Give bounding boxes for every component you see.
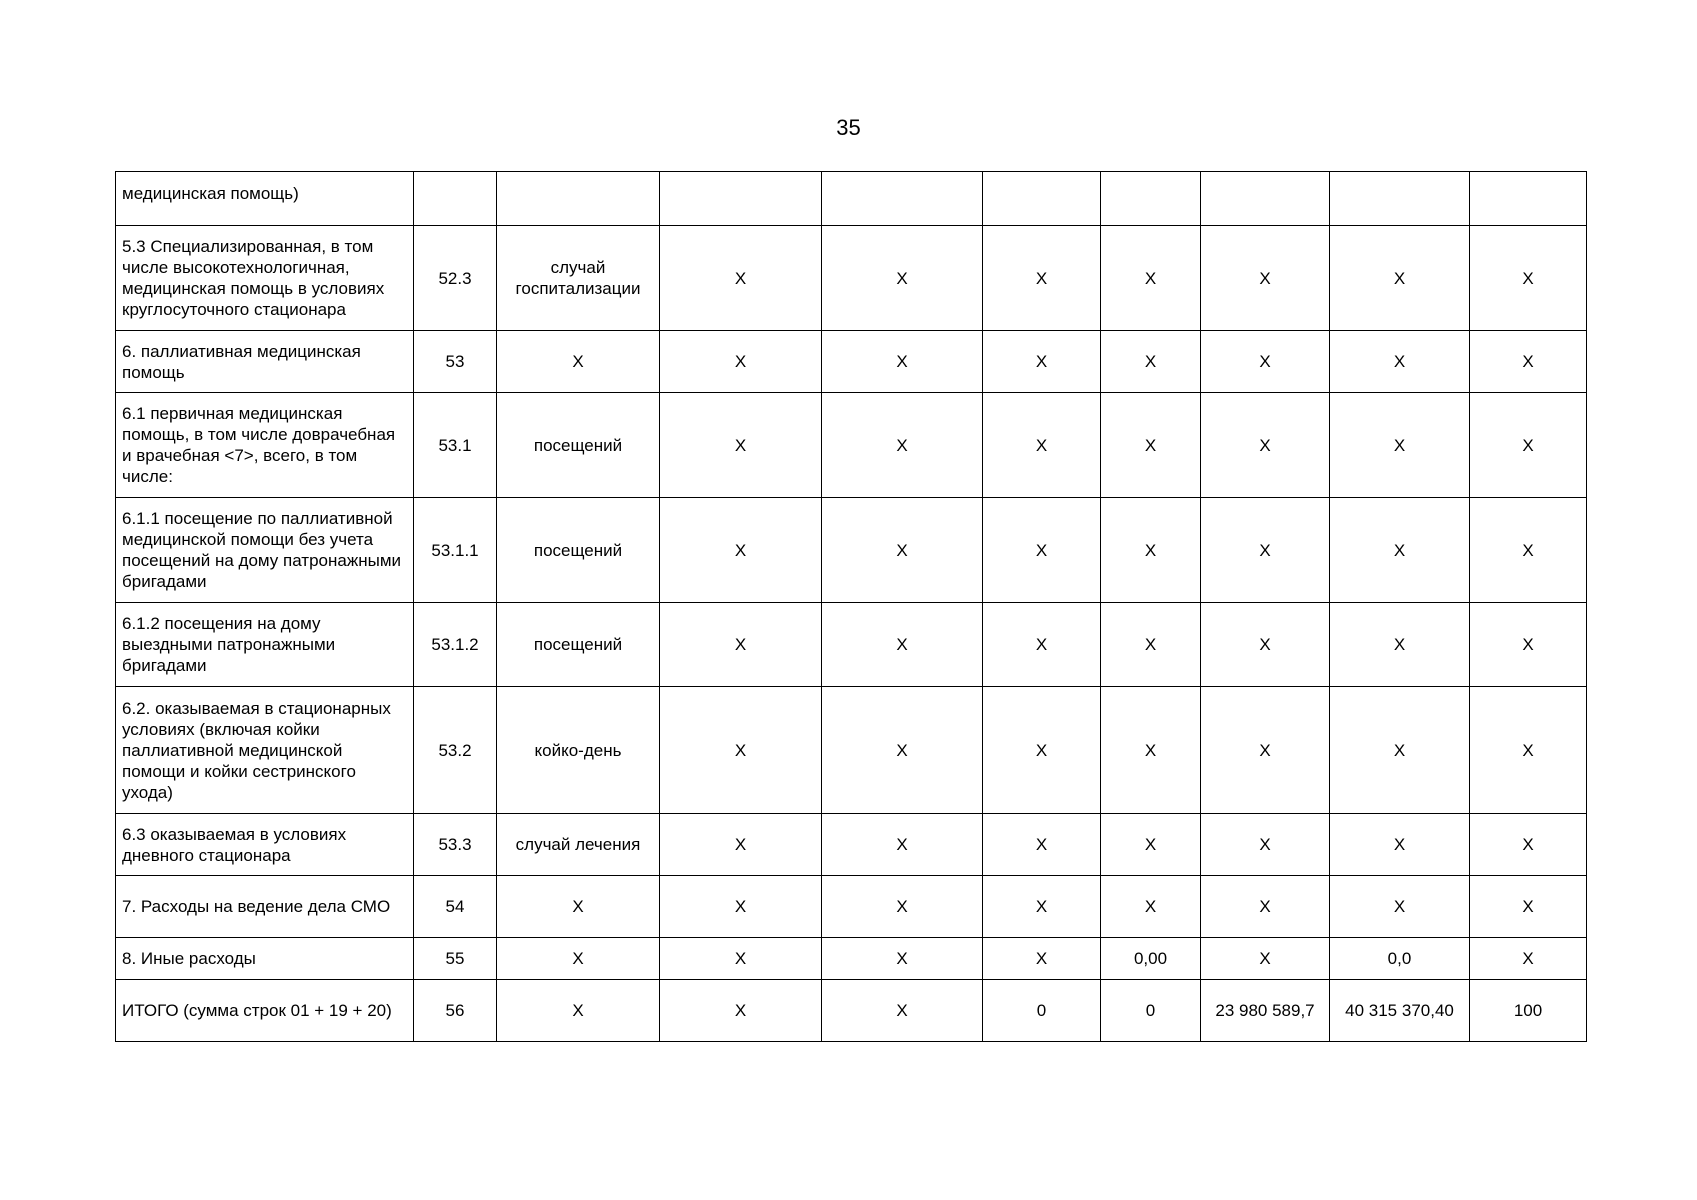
- cell-c9: 0,0: [1330, 938, 1470, 980]
- table-row: [116, 938, 1587, 980]
- cell-code: 53: [414, 331, 497, 393]
- cell-code: 53.2: [414, 687, 497, 814]
- cell-c10: X: [1470, 226, 1587, 331]
- cell-c8: X: [1201, 393, 1330, 498]
- cell-c5: X: [822, 331, 983, 393]
- cell-c9: X: [1330, 876, 1470, 938]
- table-row: [116, 980, 1587, 1042]
- cell-c5: X: [822, 498, 983, 603]
- cell-unit: [497, 172, 660, 226]
- cell-c8: X: [1201, 331, 1330, 393]
- cell-unit: X: [497, 938, 660, 980]
- cell-name: 6.3 оказываемая в условиях дневного стационара: [116, 814, 414, 876]
- cell-c6: 0: [983, 980, 1101, 1042]
- cell-c6: X: [983, 226, 1101, 331]
- cell-c5: X: [822, 814, 983, 876]
- cell-c5: X: [822, 687, 983, 814]
- cell-c4: X: [660, 980, 822, 1042]
- cell-code: 54: [414, 876, 497, 938]
- cell-name: 6.2. оказываемая в стационарных условиях (включая койки паллиативной медицинской помощи и койки сестринского ухода): [116, 687, 414, 814]
- cell-name: медицинская помощь): [116, 172, 414, 226]
- cell-c9: 40 315 370,40: [1330, 980, 1470, 1042]
- cell-name: 6. паллиативная медицинская помощь: [116, 331, 414, 393]
- cell-c4: X: [660, 938, 822, 980]
- cell-c10: X: [1470, 938, 1587, 980]
- cell-name: ИТОГО (сумма строк 01 + 19 + 20): [116, 980, 414, 1042]
- table-row: [116, 226, 1587, 331]
- cell-unit: X: [497, 980, 660, 1042]
- cell-c9: X: [1330, 814, 1470, 876]
- cell-c7: X: [1101, 687, 1201, 814]
- cell-c6: X: [983, 393, 1101, 498]
- cell-c4: [660, 172, 822, 226]
- cell-name: 7. Расходы на ведение дела СМО: [116, 876, 414, 938]
- cell-unit: X: [497, 331, 660, 393]
- table-row: [116, 603, 1587, 687]
- table-row: [116, 331, 1587, 393]
- cell-c10: 100: [1470, 980, 1587, 1042]
- cell-c7: X: [1101, 393, 1201, 498]
- cell-code: 53.1.2: [414, 603, 497, 687]
- cell-name: 5.3 Специализированная, в том числе высокотехнологичная, медицинская помощь в условиях круглосуточного стационара: [116, 226, 414, 331]
- cell-c8: X: [1201, 938, 1330, 980]
- table-row: [116, 393, 1587, 498]
- cell-c6: X: [983, 814, 1101, 876]
- cell-unit: случай лечения: [497, 814, 660, 876]
- cell-c10: X: [1470, 814, 1587, 876]
- cell-c7: X: [1101, 226, 1201, 331]
- cell-c10: [1470, 172, 1587, 226]
- cell-c4: X: [660, 393, 822, 498]
- cell-c6: X: [983, 498, 1101, 603]
- cell-c8: X: [1201, 498, 1330, 603]
- cell-c9: [1330, 172, 1470, 226]
- expenditure-table: [115, 171, 1587, 1042]
- cell-c10: X: [1470, 331, 1587, 393]
- cell-code: 53.1.1: [414, 498, 497, 603]
- cell-unit: X: [497, 876, 660, 938]
- cell-c9: X: [1330, 393, 1470, 498]
- table-row: [116, 498, 1587, 603]
- cell-c7: 0,00: [1101, 938, 1201, 980]
- cell-c4: X: [660, 603, 822, 687]
- cell-c10: X: [1470, 876, 1587, 938]
- cell-c5: X: [822, 603, 983, 687]
- cell-unit: койко-день: [497, 687, 660, 814]
- cell-c4: X: [660, 876, 822, 938]
- cell-c5: X: [822, 980, 983, 1042]
- cell-c6: X: [983, 687, 1101, 814]
- cell-c8: X: [1201, 687, 1330, 814]
- cell-c6: [983, 172, 1101, 226]
- cell-c5: X: [822, 393, 983, 498]
- cell-unit: посещений: [497, 498, 660, 603]
- cell-c7: X: [1101, 876, 1201, 938]
- cell-unit: случай госпитализации: [497, 226, 660, 331]
- cell-c10: X: [1470, 498, 1587, 603]
- table-row: [116, 687, 1587, 814]
- cell-c5: X: [822, 938, 983, 980]
- cell-name: 6.1.2 посещения на дому выездными патронажными бригадами: [116, 603, 414, 687]
- cell-code: 52.3: [414, 226, 497, 331]
- page-number: 35: [836, 115, 861, 140]
- cell-name: 6.1.1 посещение по паллиативной медицинской помощи без учета посещений на дому патронажными бригадами: [116, 498, 414, 603]
- cell-c8: 23 980 589,7: [1201, 980, 1330, 1042]
- cell-c7: X: [1101, 603, 1201, 687]
- cell-name: 6.1 первичная медицинская помощь, в том числе доврачебная и врачебная <7>, всего, в том числе:: [116, 393, 414, 498]
- cell-c7: X: [1101, 498, 1201, 603]
- cell-c6: X: [983, 938, 1101, 980]
- cell-c8: X: [1201, 876, 1330, 938]
- table-row: [116, 814, 1587, 876]
- table-row: [116, 172, 1587, 226]
- cell-c5: X: [822, 876, 983, 938]
- cell-c4: X: [660, 814, 822, 876]
- cell-c6: X: [983, 603, 1101, 687]
- cell-c9: X: [1330, 603, 1470, 687]
- cell-c7: [1101, 172, 1201, 226]
- cell-c10: X: [1470, 393, 1587, 498]
- table-row: [116, 876, 1587, 938]
- cell-unit: посещений: [497, 603, 660, 687]
- cell-c5: X: [822, 226, 983, 331]
- cell-code: 53.1: [414, 393, 497, 498]
- cell-c6: X: [983, 331, 1101, 393]
- cell-c4: X: [660, 687, 822, 814]
- cell-code: 53.3: [414, 814, 497, 876]
- cell-c9: X: [1330, 331, 1470, 393]
- cell-c6: X: [983, 876, 1101, 938]
- cell-c7: 0: [1101, 980, 1201, 1042]
- cell-c8: X: [1201, 814, 1330, 876]
- cell-c9: X: [1330, 498, 1470, 603]
- cell-code: 56: [414, 980, 497, 1042]
- cell-name: 8. Иные расходы: [116, 938, 414, 980]
- table-body: [116, 172, 1587, 1042]
- cell-c7: X: [1101, 814, 1201, 876]
- cell-c4: X: [660, 331, 822, 393]
- cell-code: 55: [414, 938, 497, 980]
- cell-c4: X: [660, 498, 822, 603]
- cell-c9: X: [1330, 226, 1470, 331]
- cell-c8: X: [1201, 226, 1330, 331]
- cell-code: [414, 172, 497, 226]
- cell-unit: посещений: [497, 393, 660, 498]
- cell-c5: [822, 172, 983, 226]
- cell-c8: X: [1201, 603, 1330, 687]
- cell-c8: [1201, 172, 1330, 226]
- cell-c4: X: [660, 226, 822, 331]
- cell-c7: X: [1101, 331, 1201, 393]
- cell-c9: X: [1330, 687, 1470, 814]
- cell-c10: X: [1470, 687, 1587, 814]
- cell-c10: X: [1470, 603, 1587, 687]
